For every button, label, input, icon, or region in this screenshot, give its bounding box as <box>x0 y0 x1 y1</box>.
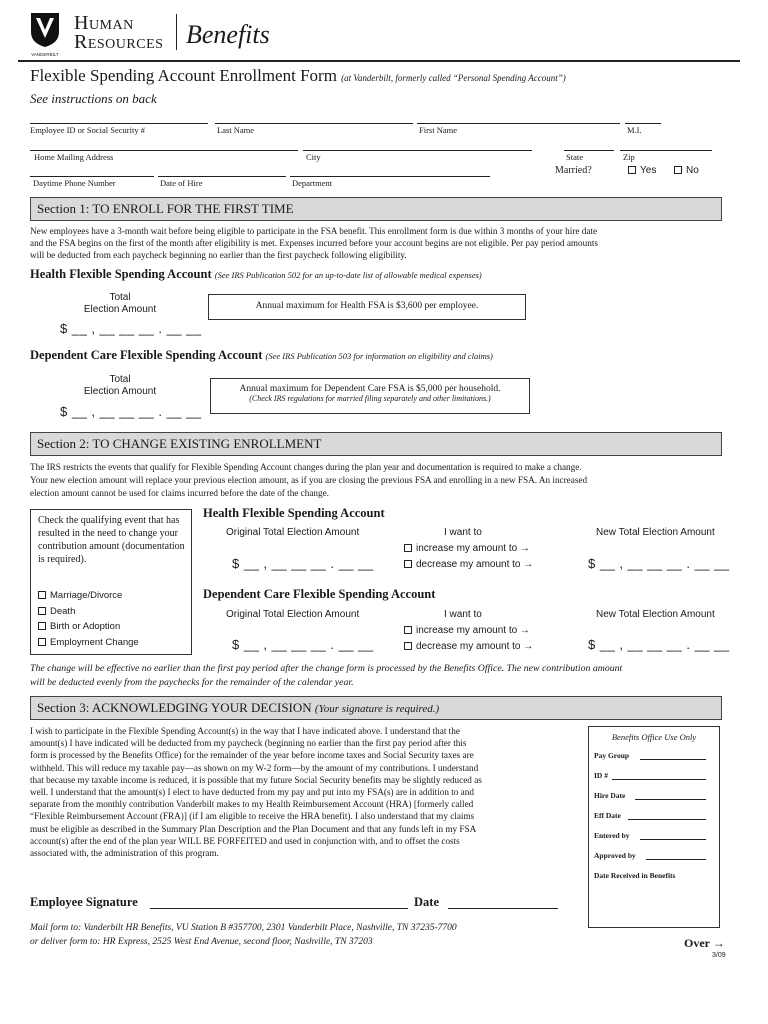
header-rule <box>18 60 740 62</box>
section3-title: Section 3: ACKNOWLEDGING YOUR DECISION <box>37 700 312 715</box>
checkbox-icon[interactable] <box>38 607 46 615</box>
health-amount-field[interactable]: $ __ , __ __ __ . __ __ <box>60 321 202 336</box>
yes-label: Yes <box>640 165 657 176</box>
new-amount-dep[interactable]: $ __ , __ __ __ . __ __ <box>588 637 730 652</box>
shield-icon <box>30 12 60 48</box>
no-checkbox[interactable] <box>674 166 682 174</box>
married-no[interactable] <box>674 165 699 176</box>
checkbox-icon[interactable] <box>38 638 46 646</box>
office-use-title: Benefits Office Use Only <box>611 732 697 742</box>
section1-para-line1: New employees have a 3-month wait before being eligible to participate in the FSA benefit. This enrollment form is due within 3 months of your hire date <box>30 226 598 236</box>
increase-dep[interactable] <box>404 625 530 636</box>
form-title-note: (at Vanderbilt, formerly called “Personal Spending Account”) <box>341 73 566 83</box>
address-line[interactable] <box>30 150 298 151</box>
health-fsa-heading <box>30 267 482 282</box>
checkbox-icon[interactable] <box>404 560 412 568</box>
event-label: Employment Change <box>50 637 139 648</box>
section1-para-line2: and the FSA begins on the first of the month after eligibility is met. Expenses incurred before your account begins are not eligible. Per pay period amounts <box>30 238 598 248</box>
new-label-dep: New Total Election Amount <box>596 609 715 620</box>
increase-health[interactable] <box>404 543 530 554</box>
office-field-line <box>635 799 706 800</box>
dep-amount-field[interactable]: $ __ , __ __ __ . __ __ <box>60 404 202 419</box>
zip-label: Zip <box>623 152 635 162</box>
city-label: City <box>306 152 321 162</box>
office-field-line <box>640 759 706 760</box>
first-name-line[interactable] <box>417 123 620 124</box>
phone-line[interactable] <box>30 176 154 177</box>
health-max-text: Annual maximum for Health FSA is $3,600 per employee. <box>255 301 479 311</box>
checkbox-icon[interactable] <box>404 626 412 634</box>
state-line[interactable] <box>564 150 614 151</box>
hire-date-line[interactable] <box>158 176 286 177</box>
form-title-text: Flexible Spending Account Enrollment Form <box>30 66 337 85</box>
ack-line: withheld. This will reduce my taxable pay—as shown on my W-2 form—by the amount of my contributions. I understand <box>30 762 479 773</box>
section2-para-line3: election amount cannot be used for claims incurred before the date of the change. <box>30 488 329 498</box>
ack-line: I wish to participate in the Flexible Spending Account(s) in the way that I have indicated above. I understand that the <box>30 726 460 736</box>
office-field-enteredby <box>594 831 630 840</box>
ack-line: account(s) after the end of the plan year WILL BE FORFEITED and used in conjunction with, and to offset the costs <box>30 835 460 846</box>
event-label: Death <box>50 606 76 617</box>
section3-header <box>30 696 722 720</box>
department-label: Department <box>292 178 333 188</box>
qualifying-event-text: Check the qualifying event that has resulted in the need to change your contribution amount (documentation is required). <box>38 515 185 565</box>
ack-line: that because my taxable income is reduced, it is possible that my future Social Security benefits may be slightly reduced as <box>30 774 482 785</box>
checkbox-icon[interactable] <box>38 591 46 599</box>
section2-para-line1: The IRS restricts the events that qualify for Flexible Spending Account changes during the plan year and documentation is required to make a change. <box>30 462 582 472</box>
checkbox-icon[interactable] <box>404 544 412 552</box>
event-employment[interactable] <box>38 637 139 648</box>
address-label: Home Mailing Address <box>34 152 114 162</box>
date-line[interactable] <box>448 908 558 909</box>
ack-line: must be eligible as described in the Summary Plan Description and the Plan Document and that any funds left in my FSA <box>30 823 477 834</box>
office-field-label: Pay Group <box>594 751 630 760</box>
health-fsa-title: Health Flexible Spending Account <box>30 267 212 281</box>
city-line[interactable] <box>303 150 532 151</box>
office-field-datereceived <box>594 871 675 880</box>
hr-title-line2: Resources <box>74 31 164 53</box>
ack-line: amount(s) I have indicated will be deducted from my paycheck (beginning no earlier than the first pay period after this <box>30 738 467 749</box>
office-field-label: Approved by <box>594 851 636 860</box>
first-name-label: First Name <box>419 125 458 135</box>
health-max-box <box>208 294 526 320</box>
office-field-line <box>628 819 706 820</box>
zip-line[interactable] <box>620 150 712 151</box>
date-label: Date <box>414 895 439 909</box>
last-name-label: Last Name <box>217 125 255 135</box>
event-birth[interactable] <box>38 621 120 632</box>
dep-max-text: Annual maximum for Dependent Care FSA is $5,000 per household. <box>239 384 501 394</box>
mi-label: M.I. <box>627 125 642 135</box>
phone-label: Daytime Phone Number <box>33 178 116 188</box>
change-dep-title: Dependent Care Flexible Spending Account <box>203 587 436 601</box>
section1-header: Section 1: TO ENROLL FOR THE FIRST TIME <box>30 197 722 221</box>
decrease-dep[interactable] <box>404 641 533 652</box>
office-field-hiredate <box>594 791 625 800</box>
health-fsa-note: (See IRS Publication 502 for an up-to-date list of allowable medical expenses) <box>214 270 482 280</box>
yes-checkbox[interactable] <box>628 166 636 174</box>
signature-line[interactable] <box>150 908 408 909</box>
signature-label: Employee Signature <box>30 895 138 909</box>
over-label: Over → <box>684 936 725 950</box>
decrease-label: decrease my amount to → <box>416 641 534 652</box>
header-divider <box>176 14 177 50</box>
mail-instructions-line1: Mail form to: Vanderbilt HR Benefits, VU Station B #357700, 2301 Vanderbilt Place, Nashville, TN 37235-7700 <box>30 923 457 933</box>
state-label: State <box>566 152 583 162</box>
office-field-label: Entered by <box>594 831 630 840</box>
event-label: Marriage/Divorce <box>50 590 123 601</box>
new-amount-health[interactable]: $ __ , __ __ __ . __ __ <box>588 556 730 571</box>
office-field-line <box>612 779 706 780</box>
hr-title-line1: Human <box>74 12 134 34</box>
office-field-paygroup <box>594 751 629 760</box>
office-field-effdate <box>594 811 621 820</box>
department-line[interactable] <box>290 176 490 177</box>
no-label: No <box>686 165 699 176</box>
employee-id-line[interactable] <box>30 123 208 124</box>
section2-para-line2: Your new election amount will replace your previous election amount, as if you are closing the previous FSA and enrolling in a new FSA. An increased <box>30 475 588 485</box>
form-title <box>30 66 566 86</box>
hire-date-label: Date of Hire <box>160 178 203 188</box>
ack-line: form is processed by the Benefits Office) for the remainder of the year before income taxes and Social Security taxes are <box>30 750 474 761</box>
married-label: Married? <box>555 165 592 176</box>
form-version: 3/09 <box>712 952 726 959</box>
last-name-line[interactable] <box>215 123 413 124</box>
want-label-dep: I want to <box>444 609 482 620</box>
office-field-label: ID # <box>594 771 608 780</box>
married-yes[interactable] <box>628 165 656 176</box>
section3-title-note: (Your signature is required.) <box>314 703 440 715</box>
event-death[interactable] <box>38 606 75 617</box>
ack-line: separate from the monthly contribution Vanderbilt makes to my Health Reimbursement Account (HRA) [formerly called <box>30 799 474 810</box>
dep-fsa-title: Dependent Care Flexible Spending Account <box>30 348 263 362</box>
ack-line: well. I understand that the amount(s) I elect to have deducted from my pay and put into my FSA(s) are in addition to and <box>30 787 474 798</box>
form-subtitle: See instructions on back <box>30 91 157 106</box>
dep-max-box <box>210 378 530 414</box>
event-label: Birth or Adoption <box>50 621 121 632</box>
ack-line: “Flexible Reimbursement Account (FRA)] (if I am eligible to receive the HRA benefit). I also understand that my claims <box>30 811 475 822</box>
dep-fsa-note: (See IRS Publication 503 for information on eligibility and claims) <box>265 351 493 361</box>
orig-amount-dep[interactable]: $ __ , __ __ __ . __ __ <box>232 637 374 652</box>
checkbox-icon[interactable] <box>404 642 412 650</box>
change-note-line1: The change will be effective no earlier than the first pay period after the change form is processed by the Benefits Office. The new contribution amount <box>30 663 623 674</box>
logo-subtext: VANDERBILT <box>31 52 59 57</box>
decrease-health[interactable] <box>404 559 533 570</box>
total-label-line2: Election Amount <box>83 386 157 397</box>
total-label-line1: Total <box>109 374 131 385</box>
orig-label-dep: Original Total Election Amount <box>226 609 360 620</box>
total-label-line2: Election Amount <box>83 304 157 315</box>
office-field-label: Date Received in Benefits <box>594 871 676 880</box>
office-field-approvedby <box>594 851 636 860</box>
office-field-id <box>594 771 608 780</box>
benefits-title: Benefits <box>186 20 270 49</box>
acknowledgement-text <box>30 725 586 859</box>
want-label-health: I want to <box>444 527 482 538</box>
checkbox-icon[interactable] <box>38 622 46 630</box>
increase-label: increase my amount to → <box>416 625 530 636</box>
change-health-title: Health Flexible Spending Account <box>203 506 385 520</box>
section1-para-line3: will be deducted from each paycheck beginning no earlier than the first paycheck following eligibility. <box>30 250 407 260</box>
employee-id-label: Employee ID or Social Security # <box>30 125 145 135</box>
qualifying-event-box <box>30 509 192 655</box>
mail-instructions-line2: or deliver form to: HR Express, 2525 West End Avenue, second floor, Nashville, TN 37203 <box>30 937 373 947</box>
decrease-label: decrease my amount to → <box>416 559 534 570</box>
section2-header: Section 2: TO CHANGE EXISTING ENROLLMENT <box>30 432 722 456</box>
dep-max-note: (Check IRS regulations for married filing separately and other limitations.) <box>249 394 491 403</box>
orig-label-health: Original Total Election Amount <box>226 527 360 538</box>
dep-fsa-heading <box>30 348 493 363</box>
dep-total-label <box>70 374 170 398</box>
new-label-health: New Total Election Amount <box>596 527 715 538</box>
orig-amount-health[interactable]: $ __ , __ __ __ . __ __ <box>232 556 374 571</box>
increase-label: increase my amount to → <box>416 543 530 554</box>
vanderbilt-logo <box>30 12 60 57</box>
office-field-line <box>646 859 706 860</box>
ack-line: associated with, the administration of this program. <box>30 848 219 859</box>
health-total-label <box>70 292 170 316</box>
mi-line[interactable] <box>625 123 661 124</box>
office-field-line <box>640 839 706 840</box>
office-field-label: Eff Date <box>594 811 621 820</box>
office-field-label: Hire Date <box>594 791 626 800</box>
change-note-line2: will be deducted evenly from the paychecks for the remainder of the calendar year. <box>30 677 354 688</box>
total-label-line1: Total <box>109 292 131 303</box>
event-marriage[interactable] <box>38 590 122 601</box>
